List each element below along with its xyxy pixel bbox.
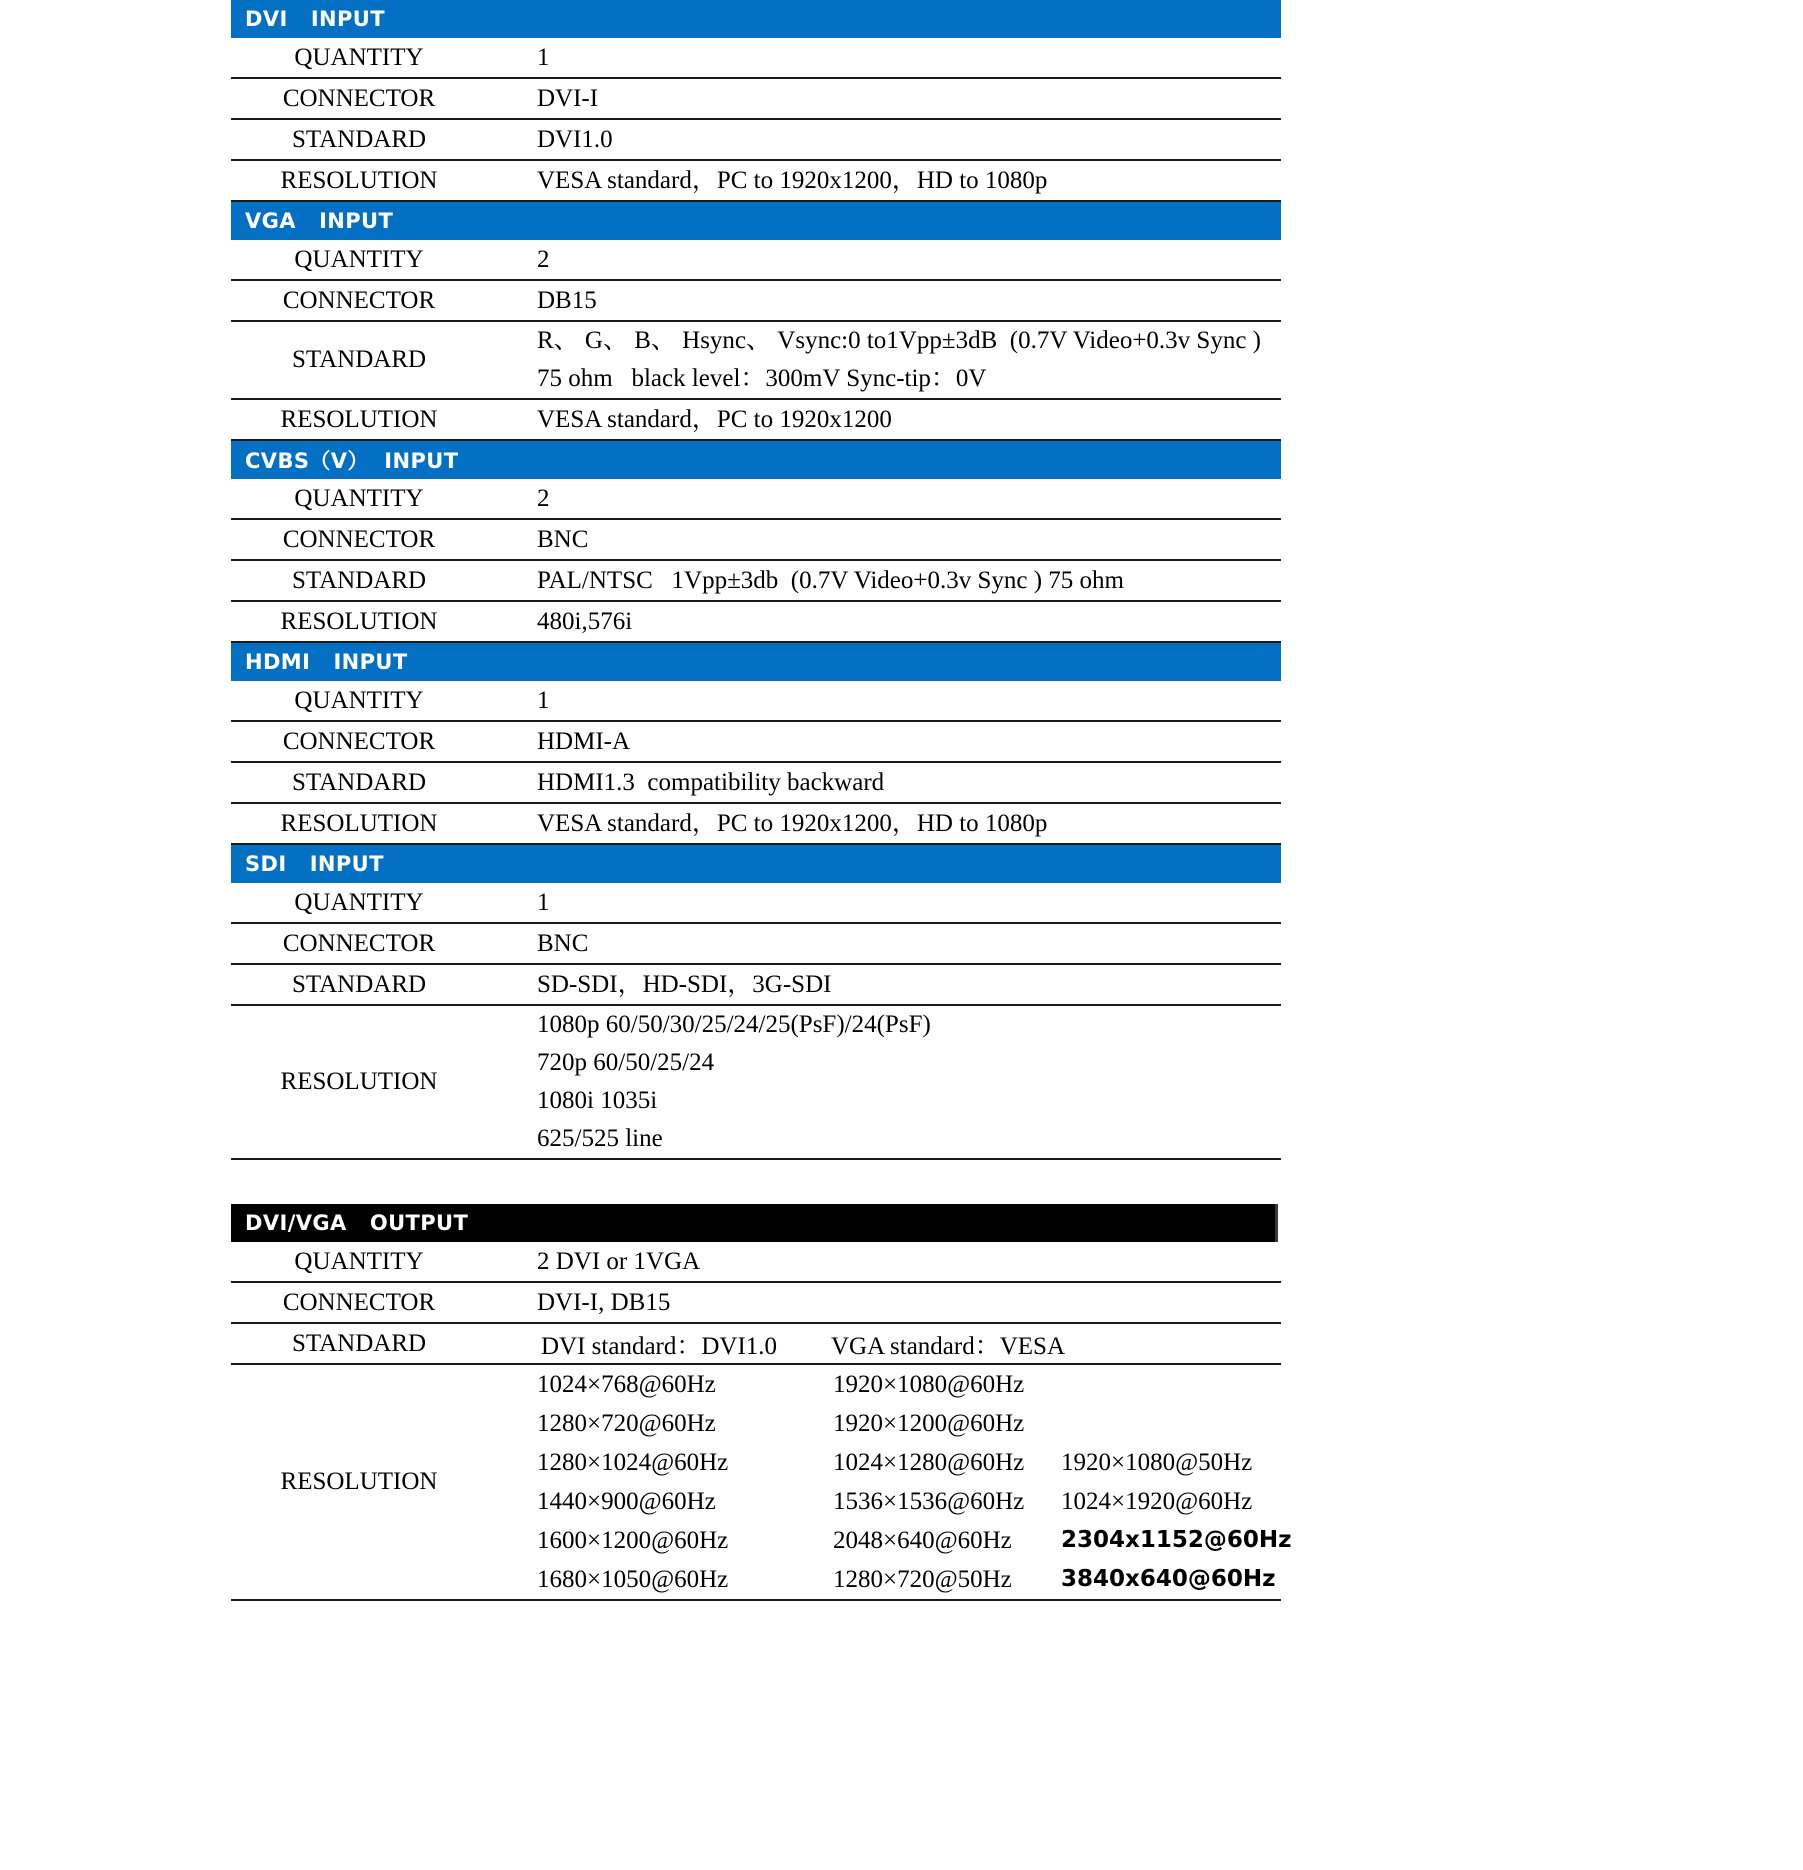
resolution-cell: 1280×1024@60Hz [537, 1449, 729, 1476]
row-label: RESOLUTION [280, 166, 438, 194]
resolution-cell: 1920×1080@60Hz [833, 1371, 1025, 1398]
resolution-grid-row [537, 1482, 1292, 1521]
resolution-cell [1061, 1365, 1292, 1404]
row-value [503, 240, 1281, 279]
section-header-cvbs-input [231, 441, 1281, 479]
row-label: RESOLUTION [280, 1468, 438, 1495]
row-value-line: 480i,576i [537, 608, 633, 635]
row-value [503, 281, 1281, 320]
row-value-line: 2 DVI or 1VGA [537, 1248, 701, 1275]
resolution-grid-row [537, 1404, 1292, 1443]
row-label: RESOLUTION [280, 607, 438, 635]
table-row [231, 400, 1281, 441]
resolution-cell: 1680×1050@60Hz [537, 1566, 729, 1593]
row-value-line: 2 [537, 485, 550, 512]
section-header-label: DVI/VGA OUTPUT [245, 1211, 469, 1235]
input-specs-table [231, 0, 1281, 1160]
resolution-cell: 1536×1536@60Hz [833, 1488, 1025, 1515]
table-row [231, 763, 1281, 804]
row-value [503, 1242, 1281, 1281]
resolution-grid-row [537, 1365, 1292, 1404]
row-value [503, 965, 1281, 1004]
resolution-cell: 1440×900@60Hz [537, 1488, 716, 1515]
row-value-line: BNC [537, 930, 589, 957]
row-value-line: 1 [537, 687, 550, 714]
row-value-line: 1 [537, 44, 550, 71]
section-header-label: HDMI INPUT [245, 650, 408, 674]
row-label: CONNECTOR [282, 1288, 436, 1316]
table-row [231, 804, 1281, 845]
table-row [231, 1365, 1292, 1601]
row-value-line: 625/525 line [537, 1125, 663, 1152]
row-value [503, 722, 1281, 761]
row-value [503, 763, 1281, 802]
row-value-line: VESA standard，PC to 1920x1200 [537, 406, 892, 433]
row-label: CONNECTOR [282, 286, 436, 314]
row-value-line: DVI-I [537, 85, 599, 112]
section-header-vga-input [231, 202, 1281, 240]
specification-tables [231, 0, 1292, 1601]
row-label: CONNECTOR [282, 727, 436, 755]
row-value-line: 75 ohm black level：300mV Sync-tip：0V [537, 365, 987, 392]
section-header-dvi-input [231, 0, 1281, 38]
row-value-line: 1080p 60/50/30/25/24/25(PsF)/24(PsF) [537, 1011, 931, 1038]
resolution-grid-row [537, 1521, 1292, 1560]
resolution-cell: 1920×1200@60Hz [833, 1410, 1025, 1437]
table-row [231, 240, 1281, 281]
row-label: RESOLUTION [280, 809, 438, 837]
standard-dvi-column: DVI standard：DVI1.0 [541, 1332, 778, 1360]
table-row [231, 38, 1281, 79]
row-label: QUANTITY [294, 484, 424, 512]
resolution-grid-row [537, 1560, 1292, 1599]
row-value [503, 38, 1281, 77]
row-value [503, 681, 1281, 720]
table-row [231, 322, 1281, 400]
table-row [231, 1242, 1281, 1283]
row-value [503, 79, 1281, 118]
row-value [503, 804, 1281, 843]
table-row [231, 161, 1281, 202]
row-value [503, 161, 1281, 200]
section-header-sdi-input [231, 845, 1281, 883]
row-value [503, 1324, 1281, 1363]
row-value-line: DB15 [537, 287, 597, 314]
table-row [231, 79, 1281, 120]
row-label: STANDARD [291, 768, 427, 796]
section-header-hdmi-input [231, 643, 1281, 681]
row-value [503, 120, 1281, 159]
resolution-cell: 1920×1080@50Hz [1061, 1449, 1253, 1476]
table-row [231, 965, 1281, 1006]
row-value-line: HDMI1.3 compatibility backward [537, 769, 885, 796]
row-value-line: 1080i 1035i [537, 1087, 658, 1114]
row-value-line: DVI-I, DB15 [537, 1289, 671, 1316]
row-value [503, 602, 1281, 641]
row-label: QUANTITY [294, 686, 424, 714]
row-label: QUANTITY [294, 888, 424, 916]
table-row [231, 1283, 1281, 1324]
row-label: STANDARD [291, 566, 427, 594]
table-row [231, 722, 1281, 763]
row-value [503, 400, 1281, 439]
row-value-line: 2 [537, 246, 550, 273]
row-value [503, 322, 1281, 398]
row-value-line: PAL/NTSC 1Vpp±3db (0.7V Video+0.3v Sync ) 75 ohm [537, 567, 1124, 594]
row-value [503, 479, 1281, 518]
table-row [231, 1324, 1281, 1365]
row-label: STANDARD [291, 346, 427, 373]
section-header-label: CVBS（V） INPUT [245, 449, 459, 473]
section-header-label: VGA INPUT [245, 209, 394, 233]
resolution-cell: 2048×640@60Hz [833, 1527, 1012, 1554]
section-header-label: SDI INPUT [245, 852, 384, 876]
row-value-line: BNC [537, 526, 589, 553]
row-value-line: VESA standard，PC to 1920x1200，HD to 1080p [537, 167, 1048, 194]
row-value-line: 1 [537, 889, 550, 916]
table-row [231, 281, 1281, 322]
row-value [503, 883, 1281, 922]
resolution-cell: 1280×720@60Hz [537, 1410, 716, 1437]
section-header-dvi-vga-output [231, 1204, 1278, 1242]
resolution-cell: 1024×768@60Hz [537, 1371, 716, 1398]
row-value [503, 1283, 1281, 1322]
table-row [231, 602, 1281, 643]
row-label: STANDARD [291, 125, 427, 153]
resolution-cell: 1280×720@50Hz [833, 1566, 1012, 1593]
resolution-grid [503, 1365, 1292, 1599]
row-value-line: SD-SDI，HD-SDI，3G-SDI [537, 971, 832, 998]
row-label: STANDARD [291, 970, 427, 998]
resolution-cell: 1600×1200@60Hz [537, 1527, 729, 1554]
section-header-label: DVI INPUT [245, 7, 385, 31]
row-value-line: R、 G、 B、 Hsync、 Vsync:0 to1Vpp±3dB (0.7V Video+0.3v Sync ) [537, 327, 1261, 354]
row-value [503, 561, 1281, 600]
row-label: STANDARD [291, 1329, 427, 1357]
table-separator-gap [231, 1160, 1281, 1204]
resolution-cell: 2304x1152@60Hz [1061, 1527, 1292, 1553]
table-row [231, 924, 1281, 965]
resolution-cell: 1024×1280@60Hz [833, 1449, 1025, 1476]
table-row [231, 883, 1281, 924]
table-row [231, 520, 1281, 561]
output-specs-table [231, 1204, 1292, 1601]
row-value [503, 924, 1281, 963]
table-row [231, 1006, 1281, 1160]
row-label: QUANTITY [294, 43, 424, 71]
resolution-cell [1061, 1404, 1292, 1443]
row-value-line: 720p 60/50/25/24 [537, 1049, 715, 1076]
table-row [231, 120, 1281, 161]
resolution-cell: 1024×1920@60Hz [1061, 1488, 1253, 1515]
table-row [231, 681, 1281, 722]
row-label: CONNECTOR [282, 84, 436, 112]
row-label: RESOLUTION [280, 405, 438, 433]
row-label: RESOLUTION [280, 1068, 438, 1095]
row-value-line: HDMI-A [537, 728, 631, 755]
row-label: QUANTITY [294, 1247, 424, 1275]
row-value [503, 520, 1281, 559]
table-row [231, 561, 1281, 602]
resolution-grid-row [537, 1443, 1292, 1482]
standard-vga-column: VGA standard：VESA [831, 1332, 1066, 1360]
row-value-line: VESA standard，PC to 1920x1200，HD to 1080p [537, 810, 1048, 837]
row-value-line: DVI1.0 [537, 126, 613, 153]
row-label: QUANTITY [294, 245, 424, 273]
row-value [503, 1006, 1281, 1158]
resolution-cell: 3840x640@60Hz [1061, 1566, 1276, 1592]
table-row [231, 479, 1281, 520]
row-label: CONNECTOR [282, 929, 436, 957]
row-label: CONNECTOR [282, 525, 436, 553]
